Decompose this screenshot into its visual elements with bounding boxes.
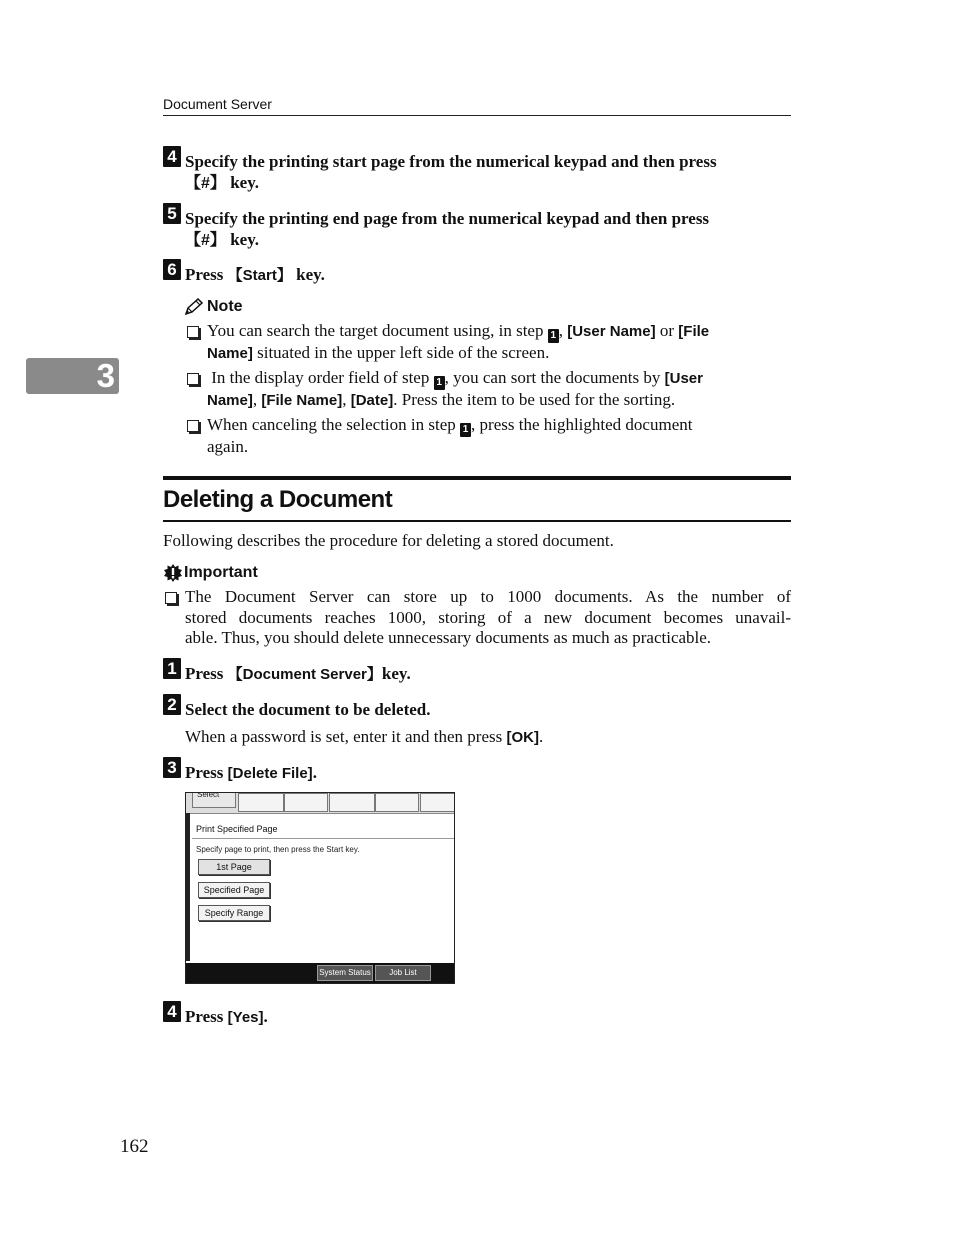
chapter-tab: [26, 358, 119, 394]
panel-tab: [420, 793, 455, 812]
specify-range-button[interactable]: Specify Range: [198, 905, 270, 921]
step-number: 4: [163, 146, 181, 167]
checkbox-bullet-icon: [187, 373, 199, 385]
step-ref-icon: 1: [460, 423, 471, 437]
step-ref-icon: 1: [434, 376, 445, 390]
note-heading: Note: [207, 298, 243, 315]
panel-instruction: Specify page to print, then press the Start key.: [196, 845, 360, 854]
step-text: Press 【Start】 key.: [185, 265, 325, 284]
step-text: Press [Delete File].: [185, 763, 317, 782]
panel-tab: [238, 793, 284, 812]
panel-screenshot: [185, 792, 455, 984]
checkbox-bullet-icon: [165, 592, 177, 604]
step-text: Specify the printing end page from the numerical keypad and then press 【#】 key.: [185, 209, 710, 249]
step-text: Press [Yes].: [185, 1007, 268, 1026]
panel-title: Print Specified Page: [192, 819, 454, 839]
note-item: When canceling the selection in step 1 , press the highlighted document again.: [207, 415, 693, 456]
first-page-button[interactable]: 1st Page: [198, 859, 270, 875]
panel-tab-select: Select: [192, 792, 236, 808]
important-heading: Important: [184, 564, 258, 581]
system-status-button[interactable]: System Status: [317, 965, 373, 981]
panel-tab: [284, 793, 328, 812]
step-text: Specify the printing start page from the numerical keypad and then press 【#】 key.: [185, 152, 717, 192]
running-header: Document Server: [163, 96, 272, 112]
page-number: 162: [120, 1136, 149, 1157]
panel-tab-strip: [186, 793, 455, 814]
important-icon: [163, 563, 183, 583]
pencil-icon: [184, 298, 204, 316]
panel-tab: [329, 793, 375, 812]
step-number: 5: [163, 203, 181, 224]
step-number: 1: [163, 658, 181, 679]
step-number: 3: [163, 757, 181, 778]
section-bottom-rule: [163, 520, 791, 522]
note-item: You can search the target document using, in step 1 , [User Name] or [File Name] situated in the upper left side of the screen.: [207, 321, 710, 362]
hash-key: #: [201, 232, 210, 249]
step-ref-icon: 1: [548, 329, 559, 343]
section-title: Deleting a Document: [163, 486, 393, 513]
note-item: In the display order field of step 1 , you can sort the documents by [User Name], [File Name], [Date]. Press the item to be used for the sorting.: [207, 368, 703, 409]
checkbox-bullet-icon: [187, 326, 199, 338]
job-list-button[interactable]: Job List: [375, 965, 431, 981]
important-text: The Document Server can store up to 1000 documents. As the number of stored documents reaches 1000, storing of a new document becomes unavail- able. Thus, you should delete unnecessary documents as much as practicable.: [185, 587, 791, 647]
step-number: 4: [163, 1001, 181, 1022]
step-text: Select the document to be deleted.: [185, 700, 431, 719]
step-text: Press 【Document Server】key.: [185, 664, 411, 683]
start-key: Start: [242, 267, 277, 284]
hash-key: #: [201, 175, 210, 192]
chapter-number: 3: [96, 357, 115, 394]
section-top-rule: [163, 476, 791, 480]
panel-left-bar: [186, 813, 190, 961]
panel-tab: [375, 793, 419, 812]
step-number: 6: [163, 259, 181, 280]
header-rule: [163, 115, 791, 116]
step-subtext: When a password is set, enter it and then press [OK].: [185, 727, 544, 746]
specified-page-button[interactable]: Specified Page: [198, 882, 270, 898]
document-server-key: Document Server: [242, 666, 367, 683]
step-number: 2: [163, 694, 181, 715]
section-intro: Following describes the procedure for deleting a stored document.: [163, 531, 614, 550]
checkbox-bullet-icon: [187, 420, 199, 432]
